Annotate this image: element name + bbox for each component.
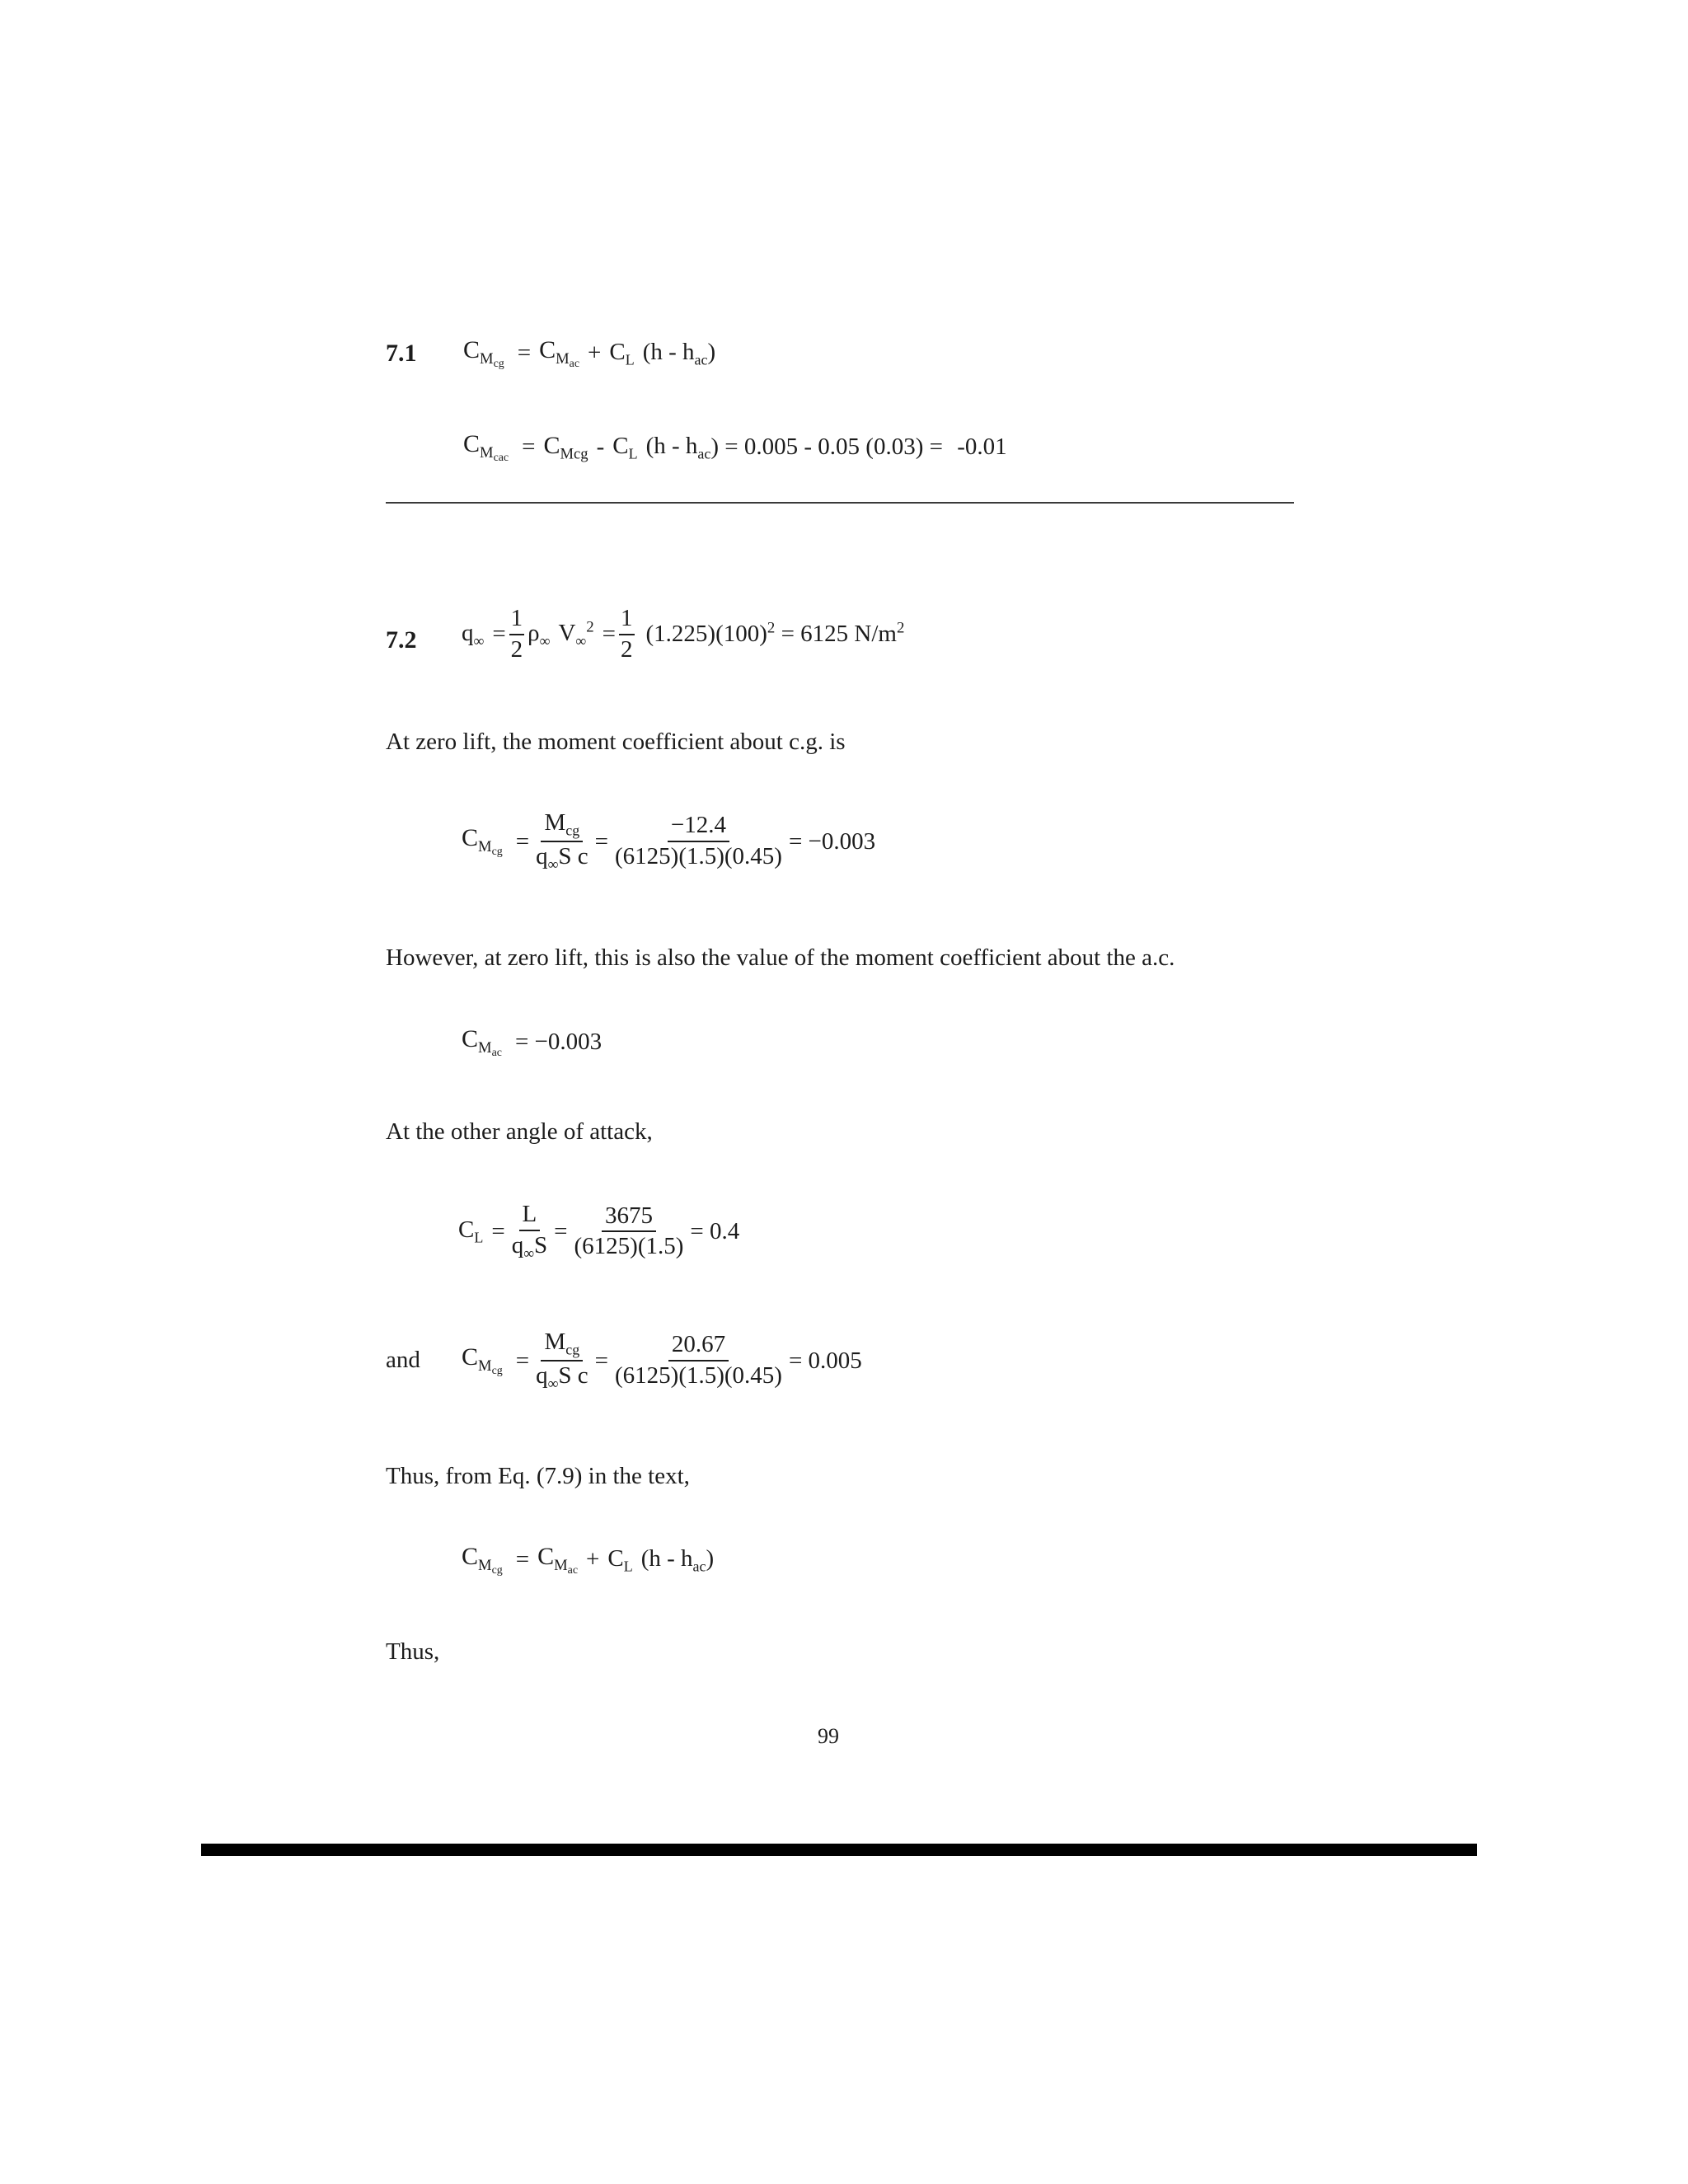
dynamic-pressure-symbol: $q_\infty$	[462, 619, 485, 649]
equation-cm-cg-other-angle	[462, 1329, 862, 1392]
equals-sign: =	[602, 621, 617, 648]
coef-symbol: $C_{M_{ac}}$	[537, 1543, 579, 1577]
equation-dynamic-pressure	[462, 606, 904, 663]
lift-coef-symbol: $C_L$	[609, 338, 635, 368]
equals-sign: =	[594, 827, 608, 855]
lift-coef-symbol: $C_L$	[458, 1216, 484, 1246]
text-other-angle: At the other angle of attack,	[386, 1118, 653, 1145]
equals-sign: =	[554, 1217, 568, 1244]
result-value: = 0.005	[788, 1347, 862, 1374]
equation-lift-coefficient	[458, 1202, 739, 1262]
fraction-numeric: $\frac{3675}{(6125)(1.5)}$	[574, 1202, 684, 1260]
lift-coef-symbol: $C_L$	[607, 1544, 633, 1574]
equals-sign: =	[491, 1217, 505, 1244]
fraction-numeric: $\frac{-12.4}{(6125)(1.5)(0.45)}$	[615, 812, 782, 870]
text-zero-lift: At zero lift, the moment coefficient about c.g. is	[386, 729, 846, 755]
coef-symbol: $C_{M_{cg}}$	[462, 1543, 503, 1577]
coef-symbol: $C_{M_{cg}}$	[462, 824, 503, 858]
lift-coef-symbol: $C_L$	[612, 432, 638, 462]
section-divider	[386, 502, 1294, 504]
fraction-one-half: $\frac{1}{2}$	[621, 605, 633, 663]
equation-cm-ac-value	[462, 1025, 602, 1060]
moment-arm-term: $(h - h_{ac})$	[642, 338, 716, 368]
equation-cm-cg-zero-lift	[462, 810, 875, 873]
coef-symbol: $C_{M_{cac}}$	[463, 430, 509, 464]
coef-symbol: $C_{M_{ac}}$	[539, 336, 580, 370]
problem-number-7-2: 7.2	[386, 626, 417, 654]
equals-sign: =	[515, 1546, 530, 1573]
text-thus-from-eq: Thus, from Eq. (7.9) in the text,	[386, 1463, 690, 1489]
moment-arm-term: ($h - h_{ac}$	[645, 432, 711, 462]
text-thus: Thus,	[386, 1638, 440, 1665]
moment-arm-term: $(h - h_{ac})$	[640, 1544, 715, 1574]
plus-sign: +	[588, 340, 602, 367]
fraction-numeric: $\frac{20.67}{(6125)(1.5)(0.45)}$	[615, 1331, 782, 1390]
result-value: -0.01	[957, 434, 1007, 461]
page-bottom-bar	[201, 1844, 1477, 1856]
text-however: However, at zero lift, this is also the value of the moment coefficient about the a.c.	[386, 944, 1175, 971]
fraction-moment-over-qsc: $\frac{M_{cg}}{q_\infty S c}$	[536, 809, 588, 873]
equals-sign: =	[492, 621, 506, 648]
fraction-lift-over-qs: $\frac{L}{q_\infty S}$	[511, 1201, 548, 1262]
result-value: = −0.003	[788, 827, 876, 855]
equals-sign: =	[517, 340, 532, 367]
numeric-substitution: ) = 0.005 - 0.05 (0.03) =	[710, 434, 950, 461]
numeric-substitution: $(1.225)(100)^2 = 6125$ $N/m^2$	[645, 620, 905, 648]
text-and: and	[386, 1347, 420, 1373]
equals-sign: =	[515, 827, 530, 855]
equals-sign: =	[522, 434, 536, 461]
page-number: 99	[818, 1724, 839, 1748]
equals-sign: =	[594, 1347, 608, 1374]
result-value: = 0.4	[690, 1217, 740, 1244]
velocity-squared: $V_\infty^2$	[558, 618, 594, 649]
result-value: = −0.003	[514, 1029, 603, 1056]
coef-symbol: $C_{Mcg}$	[543, 431, 588, 463]
equation-cm-cg-restated	[462, 1543, 714, 1577]
coef-symbol: $C_{M_{cg}}$	[463, 336, 504, 370]
equation-cm-ac-solution	[463, 430, 1007, 465]
equation-cm-cg-definition	[463, 336, 715, 371]
fraction-one-half: $\frac{1}{2}$	[510, 605, 523, 663]
minus-sign: -	[596, 434, 605, 461]
fraction-moment-over-qsc: $\frac{M_{cg}}{q_\infty S c}$	[536, 1329, 588, 1392]
plus-sign: +	[586, 1546, 600, 1573]
density-symbol: $\rho_\infty$	[528, 619, 551, 649]
problem-number-7-1: 7.1	[386, 340, 417, 367]
coef-symbol: $C_{M_{cg}}$	[462, 1343, 503, 1377]
equals-sign: =	[515, 1347, 530, 1374]
coef-symbol: $C_{M_{ac}}$	[462, 1025, 502, 1059]
